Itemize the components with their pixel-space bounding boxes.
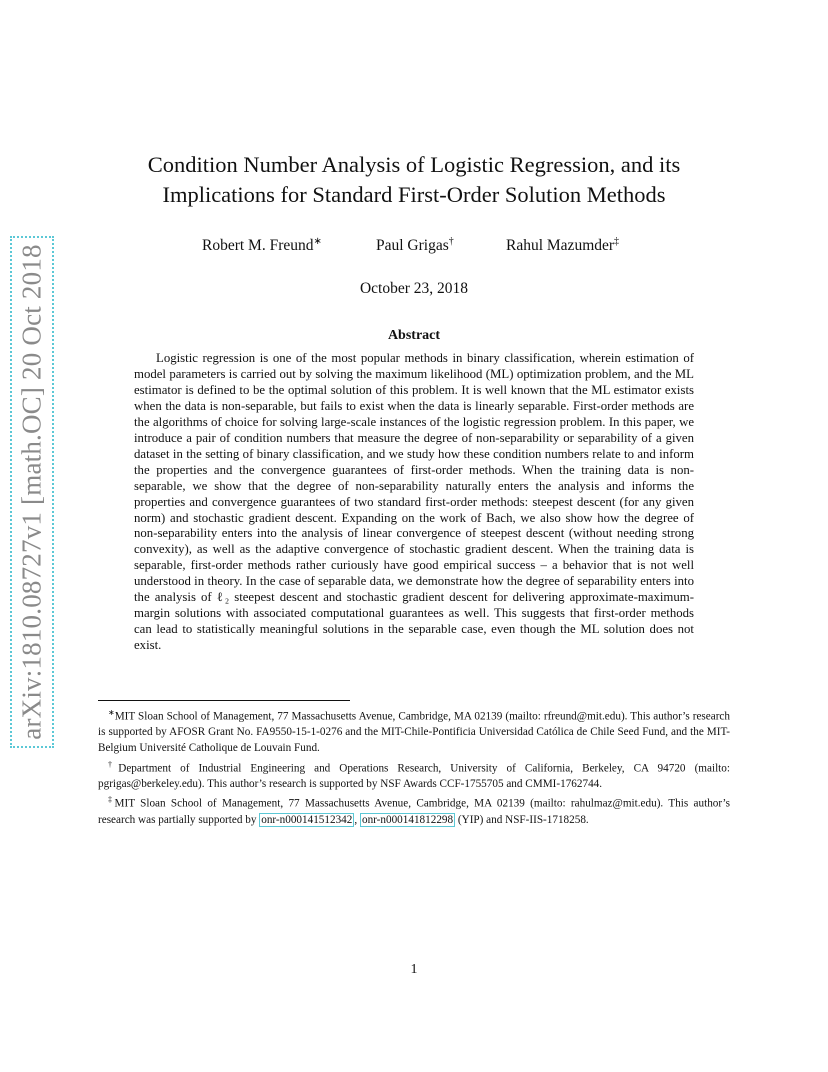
arxiv-stamp[interactable] [10, 236, 54, 748]
arxiv-identifier[interactable]: arXiv:1810.08727v1 [math.OC] 20 Oct 2018 [16, 244, 47, 740]
footnote-mark-3[interactable]: ‡ [614, 236, 620, 247]
grant-link-2[interactable]: onr-n000141812298 [361, 813, 454, 826]
footnotes [98, 705, 730, 828]
title-line-2: Implications for Standard First-Order Solution Methods [162, 182, 666, 207]
author-grigas: Paul Grigas† [376, 236, 454, 255]
abstract-heading: Abstract [387, 328, 441, 343]
footnote-mark-2[interactable]: † [448, 236, 454, 247]
author-freund: Robert M. Freund∗ [202, 236, 322, 255]
footnote-1: ∗MIT Sloan School of Management, 77 Massachusetts Avenue, Cambridge, MA 02139 (mailto: rfreund@mit.edu). This author’s research is supported by AFOSR Grant No. FA9550-15-1-0276 and the MIT-Chile-Pontificia Universidad Católica de Chile Seed Fund, and the MIT-Belgium Université Catholique de Louvain Fund. [98, 708, 730, 754]
paper-title [100, 150, 728, 210]
title-line-1: Condition Number Analysis of Logistic Regression, and its [147, 152, 681, 177]
author-mazumder: Rahul Mazumder‡ [506, 236, 620, 255]
abstract-body: Logistic regression is one of the most popular methods in binary classification, wherein estimation of model parameters is carried out by solving the maximum likelihood (ML) optimization problem, and the ML estimator is defined to be the optimal solution of this problem. It is well known that the ML estimator exists when the data is non-separable, but fails to exist when the data is linearly separable. First-order methods are the algorithms of choice for solving large-scale instances of the logistic regression problem. In this paper, we introduce a pair of condition numbers that measure the degree of non-separability or separability of a given dataset in the setting of binary classification, and we study how these condition numbers relate to and inform the properties and the convergence guarantees of first-order methods. When the training data is non-separable, we show that the degree of non-separability naturally enters the analysis and informs the properties and convergence guarantees of two standard first-order methods: steepest descent (for any given norm) and stochastic gradient descent. Expanding on the work of Bach, we also show how the degree of non-separability enters into the analysis of linear convergence of steepest descent (without needing strong convexity), as well as the adaptive convergence of stochastic gradient descent. When the training data is separable, first-order methods rather curiously have good empirical success – a behavior that is not well understood in theory. In the case of separable data, we demonstrate how the degree of separability enters into the analysis of ℓ₂ steepest descent and stochastic gradient descent for delivering approximate-maximum-margin solutions with associated computational guarantees as well. This suggests that first-order methods can lead to statistically meaningful solutions in the separable case, even though the ML solution does not exist. [134, 351, 694, 653]
publication-date: October 23, 2018 [359, 280, 469, 297]
footnote-rule [98, 700, 350, 701]
author-list [0, 236, 828, 258]
footnote-mark-1[interactable]: ∗ [313, 236, 322, 247]
page-number: 1 [410, 962, 418, 977]
grant-link-1[interactable]: onr-n000141512342 [261, 813, 353, 826]
footnote-2: †Department of Industrial Engineering and Operations Research, University of California, Berkeley, CA 94720 (mailto: pgrigas@berkeley.edu). This author’s research is supported by NSF Awards CCF-1755705 and CMMI-1762744. [98, 759, 730, 790]
footnote-3: ‡MIT Sloan School of Management, 77 Massachusetts Avenue, Cambridge, MA 02139 (mailto: rahulmaz@mit.edu). This author’s research was partially supported by onr-n000141512342 , onr-n000141812298 (YIP) and NSF-IIS-1718258. [98, 795, 730, 826]
